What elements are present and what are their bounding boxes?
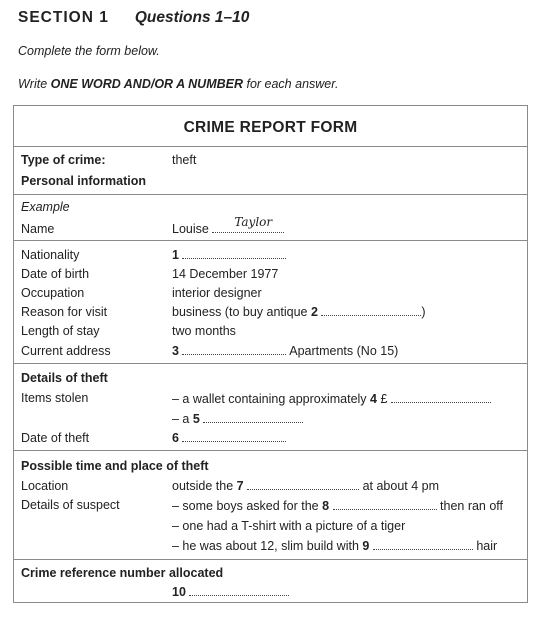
- reason-label: Reason for visit: [21, 305, 108, 319]
- answer-blank-4[interactable]: [391, 391, 491, 403]
- question-4: – a wallet containing approximately 4 £: [172, 391, 491, 407]
- question-2: business (to buy antique 2 ): [172, 305, 426, 319]
- question-3: 3 Apartments (No 15): [172, 344, 399, 358]
- answer-blank-6[interactable]: [182, 430, 286, 442]
- name-label: Name: [21, 222, 55, 236]
- divider: [14, 146, 527, 147]
- answer-blank-3[interactable]: [182, 343, 286, 355]
- question-1: 1: [172, 247, 286, 263]
- type-of-crime-value: theft: [172, 153, 197, 167]
- occupation-label: Occupation: [21, 286, 85, 300]
- nationality-label: Nationality: [21, 248, 80, 262]
- address-label: Current address: [21, 344, 111, 358]
- answer-blank-5[interactable]: [203, 411, 303, 423]
- answer-blank-10[interactable]: [189, 584, 289, 596]
- answer-blank-9[interactable]: [373, 538, 473, 550]
- location-label: Location: [21, 479, 69, 493]
- question-8: – some boys asked for the 8 then ran off: [172, 499, 504, 513]
- crime-report-form: [13, 105, 528, 603]
- length-of-stay-label: Length of stay: [21, 324, 100, 338]
- suspect-detail-tshirt: – one had a T-shirt with a picture of a tiger: [172, 519, 406, 533]
- form-title: CRIME REPORT FORM: [183, 119, 358, 136]
- name-value: Louise Taylor: [172, 221, 284, 237]
- divider: [14, 559, 527, 560]
- divider: [14, 240, 527, 241]
- instruction-complete: Complete the form below.: [18, 44, 160, 58]
- dob-value: 14 December 1977: [172, 267, 279, 281]
- time-place-heading: Possible time and place of theft: [21, 459, 209, 473]
- example-label: Example: [21, 200, 70, 214]
- question-9: – he was about 12, slim build with 9 hair: [172, 539, 498, 553]
- section-title: SECTION 1: [18, 9, 109, 26]
- answer-blank-8[interactable]: [333, 498, 437, 510]
- question-6: 6: [172, 430, 286, 446]
- question-10: 10: [172, 584, 289, 600]
- date-of-theft-label: Date of theft: [21, 431, 90, 445]
- section-header: [18, 9, 249, 27]
- answer-blank-1[interactable]: [182, 247, 286, 259]
- divider: [14, 363, 527, 364]
- type-of-crime-label: Type of crime:: [21, 153, 106, 167]
- reference-heading: Crime reference number allocated: [21, 566, 224, 580]
- items-stolen-label: Items stolen: [21, 391, 89, 405]
- question-7: outside the 7 at about 4 pm: [172, 479, 440, 493]
- answer-blank-7[interactable]: [247, 478, 359, 490]
- question-5: – a 5: [172, 411, 303, 427]
- theft-details-heading: Details of theft: [21, 371, 108, 385]
- questions-range: Questions 1–10: [134, 9, 250, 26]
- divider: [14, 450, 527, 451]
- instruction-word-limit: Write ONE WORD AND/OR A NUMBER for each answer.: [18, 77, 339, 91]
- example-answer: Taylor: [234, 215, 273, 229]
- dob-label: Date of birth: [21, 267, 90, 281]
- occupation-value: interior designer: [172, 286, 262, 300]
- answer-blank-2[interactable]: [321, 304, 421, 316]
- personal-info-heading: Personal information: [21, 174, 147, 188]
- suspect-label: Details of suspect: [21, 498, 120, 512]
- length-of-stay-value: two months: [172, 324, 236, 338]
- word-limit-emphasis: ONE WORD AND/OR A NUMBER: [50, 77, 243, 91]
- divider: [14, 194, 527, 195]
